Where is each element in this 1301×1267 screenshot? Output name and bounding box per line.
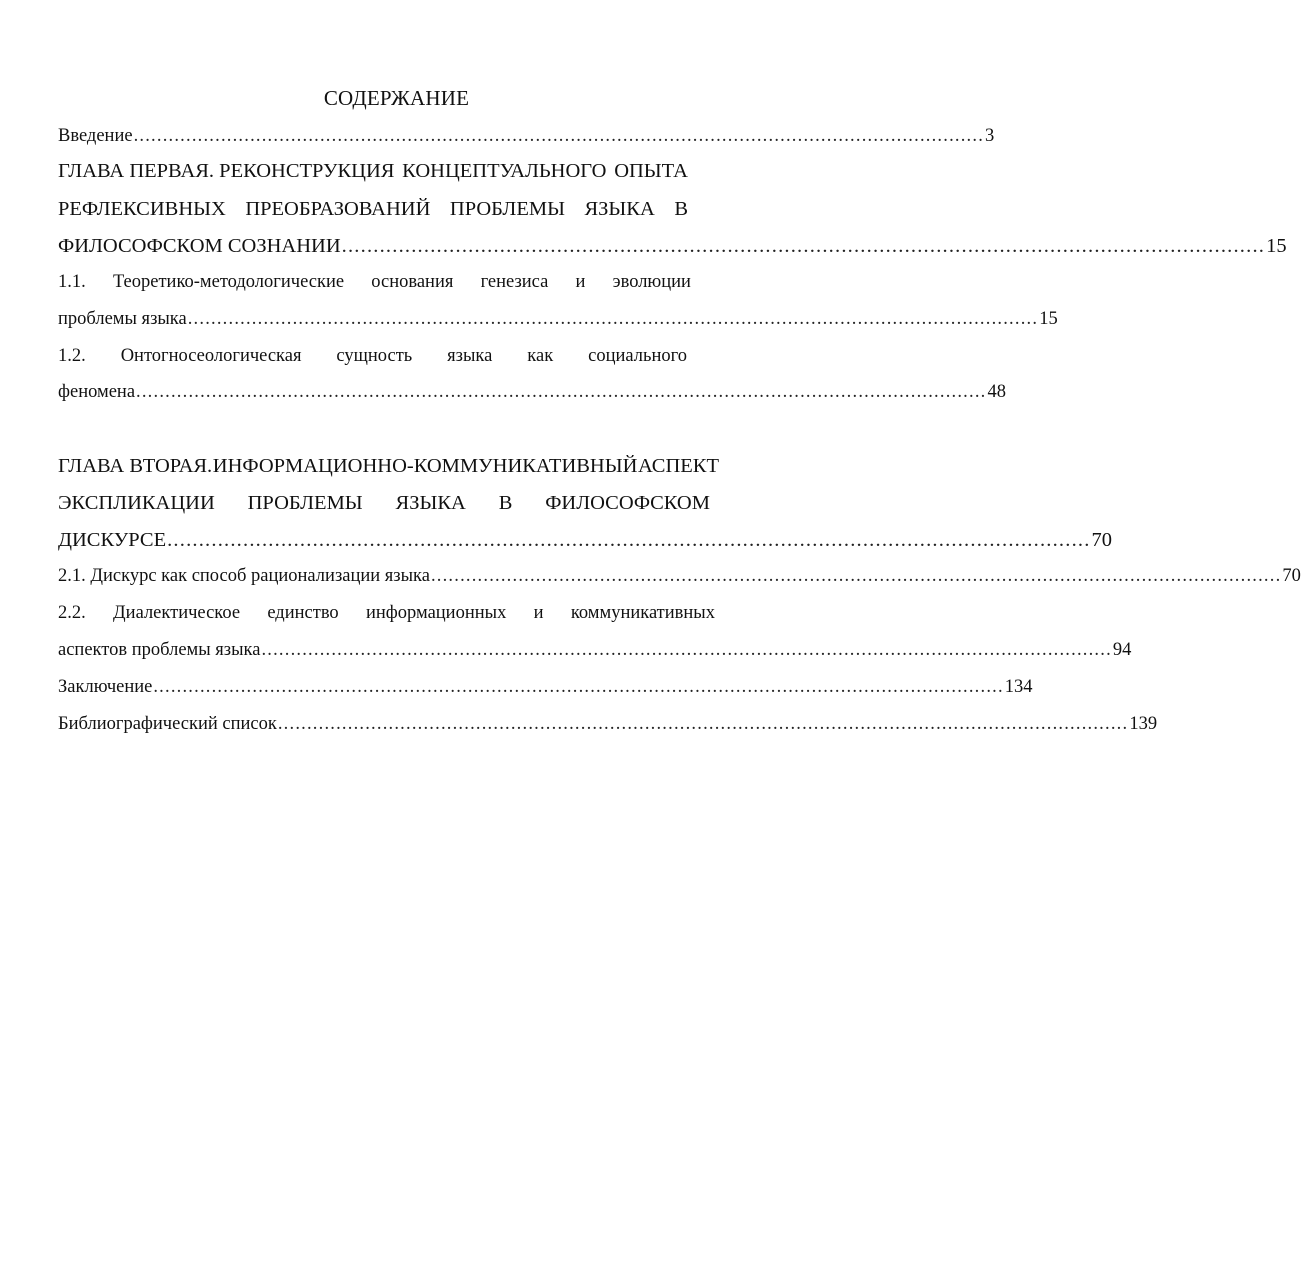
- section-word: сущность: [336, 346, 413, 366]
- toc-page-number: 15: [1039, 309, 1058, 329]
- toc-page-number: 70: [1282, 566, 1301, 586]
- toc-entry-label: ДИСКУРСЕ: [58, 529, 167, 551]
- section-word: Онтогносеологическая: [120, 346, 302, 366]
- toc-entry-label: Библиографический список: [58, 714, 277, 734]
- chapter1-heading-line1: [58, 161, 688, 182]
- dot-leader: ..................................................................................................................................................: [261, 640, 1112, 660]
- toc-entry-section-1-1: [58, 309, 1058, 329]
- toc-page-number: 70: [1091, 529, 1113, 551]
- heading-word: РЕФЛЕКСИВНЫХ: [58, 198, 226, 220]
- toc-entry-label: аспектов проблемы языка: [58, 640, 261, 660]
- chapter1-heading-line2: [58, 199, 688, 220]
- section-word: единство: [267, 603, 339, 623]
- toc-entry-intro: [58, 126, 995, 146]
- dot-leader: ..................................................................................................................................................: [136, 382, 987, 402]
- dot-leader: ..................................................................................................................................................: [187, 309, 1039, 329]
- section-word: 1.2.: [58, 346, 86, 366]
- toc-page-number: 15: [1266, 235, 1287, 257]
- heading-word: ПРОБЛЕМЫ: [247, 492, 363, 514]
- toc-page-number: 94: [1112, 640, 1132, 660]
- section-word: основания: [371, 272, 454, 292]
- section-word: коммуникативных: [570, 603, 715, 623]
- section-1-1-line1: [58, 273, 691, 292]
- heading-word: В: [674, 198, 688, 220]
- dot-leader: ..................................................................................................................................................: [133, 126, 985, 146]
- toc-entry-label: 2.1. Дискурс как способ рационализации языка: [58, 566, 430, 586]
- heading-word: ПРОБЛЕМЫ: [449, 198, 565, 220]
- heading-word: ФИЛОСОФСКОМ: [545, 492, 710, 514]
- dot-leader: ..................................................................................................................................................: [430, 566, 1282, 586]
- toc-entry-section-2-2: [58, 640, 1132, 660]
- dot-leader: ..................................................................................................................................................: [167, 529, 1091, 551]
- section-word: Диалектическое: [113, 603, 241, 623]
- heading-word: ГЛАВА ВТОРАЯ.: [58, 455, 213, 477]
- section-word: языка: [447, 346, 493, 366]
- toc-entry-label: феномена: [58, 382, 136, 402]
- heading-word: ГЛАВА ПЕРВАЯ. РЕКОНСТРУКЦИЯ: [58, 160, 395, 182]
- toc-entry-bibliography: [58, 714, 1158, 734]
- toc-page-number: 48: [987, 382, 1006, 402]
- toc-entry-label: Заключение: [58, 677, 153, 697]
- section-word: 1.1.: [58, 272, 86, 292]
- section-word: социального: [588, 346, 687, 366]
- section-word: и: [533, 603, 544, 623]
- heading-word: ЯЗЫКА: [395, 492, 466, 514]
- toc-page-number: 134: [1004, 677, 1033, 697]
- section-word: как: [527, 346, 554, 366]
- heading-word: КОНЦЕПТУАЛЬНОГО: [402, 160, 607, 182]
- dot-leader: ..................................................................................................................................................: [341, 235, 1266, 257]
- heading-word: ЯЗЫКА: [584, 198, 655, 220]
- toc-page-number: 139: [1129, 714, 1158, 734]
- toc-entry-label: Введение: [58, 126, 133, 146]
- section-word: и: [575, 272, 586, 292]
- heading-word: В: [498, 492, 513, 514]
- toc-entry-conclusion: [58, 677, 1033, 697]
- section-word: генезиса: [480, 272, 549, 292]
- toc-entry-label: ФИЛОСОФСКОМ СОЗНАНИИ: [58, 235, 341, 257]
- heading-word: АСПЕКТ: [638, 455, 719, 477]
- toc-entry-label: проблемы языка: [58, 309, 187, 329]
- heading-word: ИНФОРМАЦИОННО-КОММУНИКАТИВНЫЙ: [212, 455, 638, 477]
- heading-word: ПРЕОБРАЗОВАНИЙ: [245, 198, 431, 220]
- chapter2-heading-line2: [58, 493, 710, 514]
- chapter2-heading-line1: [58, 456, 719, 477]
- section-word: информационных: [365, 603, 507, 623]
- toc-entry-section-2-1: [58, 566, 1301, 586]
- section-2-2-line1: [58, 604, 715, 623]
- toc-page-number: 3: [985, 126, 995, 146]
- section-word: Теоретико-методологические: [112, 272, 345, 292]
- page-title: СОДЕРЖАНИЕ: [323, 86, 470, 110]
- section-1-2-line1: [58, 347, 687, 366]
- dot-leader: ..................................................................................................................................................: [277, 714, 1129, 734]
- heading-word: ЭКСПЛИКАЦИИ: [58, 492, 215, 514]
- heading-word: ОПЫТА: [614, 160, 688, 182]
- toc-entry-chapter1: [58, 235, 1287, 257]
- section-word: 2.2.: [58, 603, 86, 623]
- toc-entry-chapter2: [58, 529, 1113, 551]
- section-word: эволюции: [612, 272, 691, 292]
- toc-entry-section-1-2: [58, 382, 1006, 402]
- dot-leader: ..................................................................................................................................................: [153, 677, 1004, 697]
